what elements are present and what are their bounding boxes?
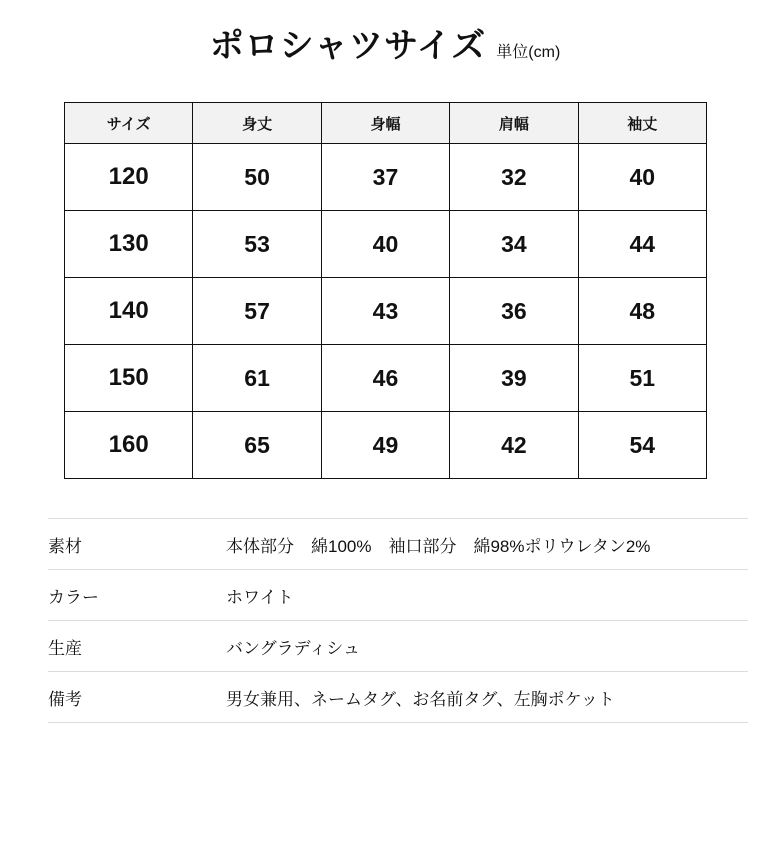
unit-note: 単位(cm) xyxy=(496,44,561,61)
spec-label-material: 素材 xyxy=(48,536,82,556)
cell-sleeve: 51 xyxy=(578,345,706,412)
cell-width: 43 xyxy=(321,278,449,345)
column-header-sleeve: 袖丈 xyxy=(578,103,706,144)
cell-sleeve: 54 xyxy=(578,412,706,479)
cell-width: 49 xyxy=(321,412,449,479)
list-item xyxy=(48,570,748,621)
cell-shoulder: 39 xyxy=(450,345,578,412)
cell-width: 40 xyxy=(321,211,449,278)
cell-size: 150 xyxy=(65,345,193,412)
column-header-length: 身丈 xyxy=(193,103,321,144)
cell-size: 120 xyxy=(65,144,193,211)
cell-length: 50 xyxy=(193,144,321,211)
size-table xyxy=(64,102,707,479)
cell-length: 61 xyxy=(193,345,321,412)
cell-size: 140 xyxy=(65,278,193,345)
table-row xyxy=(65,144,707,211)
cell-sleeve: 40 xyxy=(578,144,706,211)
spec-value-notes: 男女兼用、ネームタグ、お名前タグ、左胸ポケット xyxy=(226,689,615,709)
cell-sleeve: 44 xyxy=(578,211,706,278)
spec-label-color: カラー xyxy=(48,587,99,607)
cell-sleeve: 48 xyxy=(578,278,706,345)
spec-list xyxy=(48,518,748,723)
cell-shoulder: 36 xyxy=(450,278,578,345)
cell-length: 53 xyxy=(193,211,321,278)
column-header-shoulder: 肩幅 xyxy=(450,103,578,144)
list-item xyxy=(48,672,748,723)
table-row xyxy=(65,278,707,345)
cell-shoulder: 32 xyxy=(450,144,578,211)
table-row xyxy=(65,345,707,412)
cell-size: 130 xyxy=(65,211,193,278)
cell-width: 46 xyxy=(321,345,449,412)
spec-label-notes: 備考 xyxy=(48,689,82,709)
size-table-head xyxy=(65,103,707,144)
cell-shoulder: 34 xyxy=(450,211,578,278)
cell-shoulder: 42 xyxy=(450,412,578,479)
cell-size: 160 xyxy=(65,412,193,479)
spec-value-production: バングラディシュ xyxy=(226,638,360,658)
table-row xyxy=(65,211,707,278)
table-header-row xyxy=(65,103,707,144)
column-header-size: サイズ xyxy=(65,103,193,144)
size-table-container xyxy=(64,102,707,479)
cell-width: 37 xyxy=(321,144,449,211)
table-row xyxy=(65,412,707,479)
cell-length: 65 xyxy=(193,412,321,479)
page-title-text: ポロシャツサイズ xyxy=(209,27,487,65)
page-title xyxy=(0,18,770,67)
cell-length: 57 xyxy=(193,278,321,345)
list-item xyxy=(48,518,748,570)
spec-label-production: 生産 xyxy=(48,638,82,658)
size-table-body xyxy=(65,144,707,479)
spec-value-color: ホワイト xyxy=(226,587,294,607)
column-header-width: 身幅 xyxy=(321,103,449,144)
spec-value-material: 本体部分 綿100% 袖口部分 綿98%ポリウレタン2% xyxy=(226,536,651,556)
list-item xyxy=(48,621,748,672)
